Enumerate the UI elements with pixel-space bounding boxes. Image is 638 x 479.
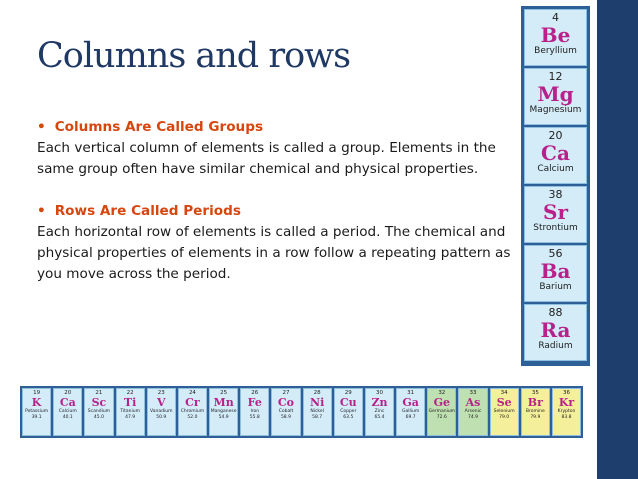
element-symbol: Fe [247, 396, 262, 409]
element-name: Titanium [120, 409, 140, 414]
element-symbol: Ca [541, 141, 570, 165]
atomic-number: 32 [438, 390, 446, 396]
element-symbol: Be [540, 23, 571, 47]
element-tile [396, 388, 425, 436]
element-name: Bromine [525, 409, 545, 414]
element-tile [303, 388, 332, 436]
atomic-mass: 83.8 [561, 415, 572, 420]
bullet-dot: • [37, 119, 46, 135]
atomic-mass: 58.7 [312, 415, 323, 420]
atomic-mass: 55.8 [249, 415, 260, 420]
element-name: Potassium [25, 409, 49, 414]
atomic-mass: 74.9 [467, 415, 478, 420]
atomic-number: 27 [282, 390, 290, 396]
element-symbol: Mn [213, 396, 234, 409]
element-symbol: V [157, 396, 166, 409]
atomic-mass: 54.9 [218, 415, 229, 420]
element-name: Radium [538, 341, 573, 351]
element-symbol: Se [496, 396, 512, 409]
slide-body [37, 117, 512, 285]
element-symbol: Kr [558, 396, 575, 409]
element-symbol: Mg [537, 82, 574, 106]
atomic-mass: 50.9 [156, 415, 167, 420]
element-name: Cobalt [278, 409, 294, 414]
element-name: Gallium [402, 409, 420, 414]
element-tile [209, 388, 238, 436]
atomic-number: 38 [548, 188, 563, 201]
atomic-number: 22 [126, 390, 134, 396]
element-symbol: Ni [310, 396, 325, 409]
element-symbol: Cu [339, 396, 357, 409]
element-tile [240, 388, 269, 436]
element-name: Arsenic [464, 409, 482, 414]
element-name: Vanadium [150, 409, 173, 414]
element-name: Krypton [557, 409, 576, 414]
atomic-number: 31 [407, 390, 415, 396]
element-tile [524, 68, 587, 125]
element-name: Calcium [58, 409, 77, 414]
atomic-number: 19 [33, 390, 41, 396]
element-tile [365, 388, 394, 436]
element-tile [334, 388, 363, 436]
atomic-mass: 72.6 [436, 415, 447, 420]
atomic-number: 35 [531, 390, 539, 396]
side-accent-bar [597, 0, 638, 479]
element-name: Manganese [210, 409, 237, 414]
element-name: Barium [539, 282, 572, 292]
element-symbol: Sc [91, 396, 107, 409]
atomic-number: 23 [157, 390, 165, 396]
element-symbol: Zn [371, 396, 388, 409]
element-name: Copper [340, 409, 357, 414]
element-tile [490, 388, 519, 436]
atomic-number: 88 [548, 306, 563, 319]
element-symbol: Ti [123, 396, 137, 409]
element-symbol: Co [277, 396, 294, 409]
atomic-mass: 40.1 [62, 415, 73, 420]
element-tile [116, 388, 145, 436]
element-symbol: As [465, 396, 481, 409]
atomic-number: 20 [64, 390, 72, 396]
atomic-number: 33 [469, 390, 477, 396]
element-name: Calcium [537, 164, 574, 174]
element-name: Strontium [533, 223, 578, 233]
element-symbol: Cr [185, 396, 200, 409]
bullet-groups-label: Columns Are Called Groups [54, 119, 264, 135]
element-name: Iron [250, 409, 260, 414]
element-name: Beryllium [534, 46, 577, 56]
element-tile [84, 388, 113, 436]
bullet-periods-label: Rows Are Called Periods [54, 203, 241, 219]
atomic-mass: 79.0 [499, 415, 510, 420]
element-tile [22, 388, 51, 436]
element-tile [524, 186, 587, 243]
atomic-number: 28 [313, 390, 321, 396]
paragraph-groups: Each vertical column of elements is called a group. Elements in the same group often have similar chemical and physical properties. [37, 140, 496, 177]
element-name: Selenium [493, 409, 515, 414]
element-symbol: Br [527, 396, 543, 409]
slide-title: Columns and rows [37, 36, 351, 76]
paragraph-periods: Each horizontal row of elements is called a period. The chemical and physical properties of elements in a row follow a repeating pattern as you move across the period. [37, 224, 511, 282]
element-name: Nickel [310, 409, 324, 414]
element-symbol: Ge [433, 396, 451, 409]
element-tile [271, 388, 300, 436]
element-name: Magnesium [529, 105, 582, 115]
element-tile [53, 388, 82, 436]
element-symbol: Ra [540, 318, 571, 342]
element-symbol: Ga [402, 396, 419, 409]
atomic-number: 26 [251, 390, 259, 396]
atomic-mass: 69.7 [405, 415, 416, 420]
atomic-number: 29 [344, 390, 352, 396]
element-name: Chromium [180, 409, 205, 414]
element-tile [524, 304, 587, 361]
element-tile [552, 388, 581, 436]
atomic-mass: 47.9 [125, 415, 136, 420]
atomic-number: 21 [95, 390, 103, 396]
element-tile [147, 388, 176, 436]
element-tile [524, 245, 587, 302]
element-symbol: Ca [59, 396, 76, 409]
element-tile [524, 127, 587, 184]
atomic-number: 36 [563, 390, 570, 396]
element-name: Scandium [87, 409, 111, 414]
atomic-number: 24 [188, 390, 196, 396]
atomic-number: 25 [220, 390, 228, 396]
atomic-mass: 39.1 [31, 415, 42, 420]
atomic-mass: 58.9 [280, 415, 291, 420]
bullet-dot: • [37, 203, 46, 219]
atomic-mass: 79.9 [530, 415, 541, 420]
atomic-number: 30 [375, 390, 383, 396]
group-column-image [521, 6, 590, 366]
atomic-mass: 63.5 [343, 415, 354, 420]
atomic-number: 12 [548, 70, 563, 83]
bullet-groups [37, 117, 512, 138]
atomic-number: 4 [552, 11, 559, 24]
element-tile [521, 388, 550, 436]
atomic-number: 56 [548, 247, 563, 260]
element-tile [524, 9, 587, 66]
atomic-mass: 65.4 [374, 415, 385, 420]
element-tile [178, 388, 207, 436]
atomic-mass: 52.0 [187, 415, 198, 420]
atomic-number: 20 [548, 129, 563, 142]
bullet-periods [37, 201, 512, 222]
element-symbol: Ba [540, 259, 571, 283]
element-tile [458, 388, 487, 436]
element-symbol: Sr [543, 200, 568, 224]
atomic-number: 34 [500, 390, 508, 396]
atomic-mass: 45.0 [93, 415, 104, 420]
element-tile [427, 388, 456, 436]
element-symbol: K [31, 396, 42, 409]
element-name: Zinc [374, 409, 385, 414]
period-row-image [20, 386, 583, 438]
element-name: Germanium [428, 409, 456, 414]
